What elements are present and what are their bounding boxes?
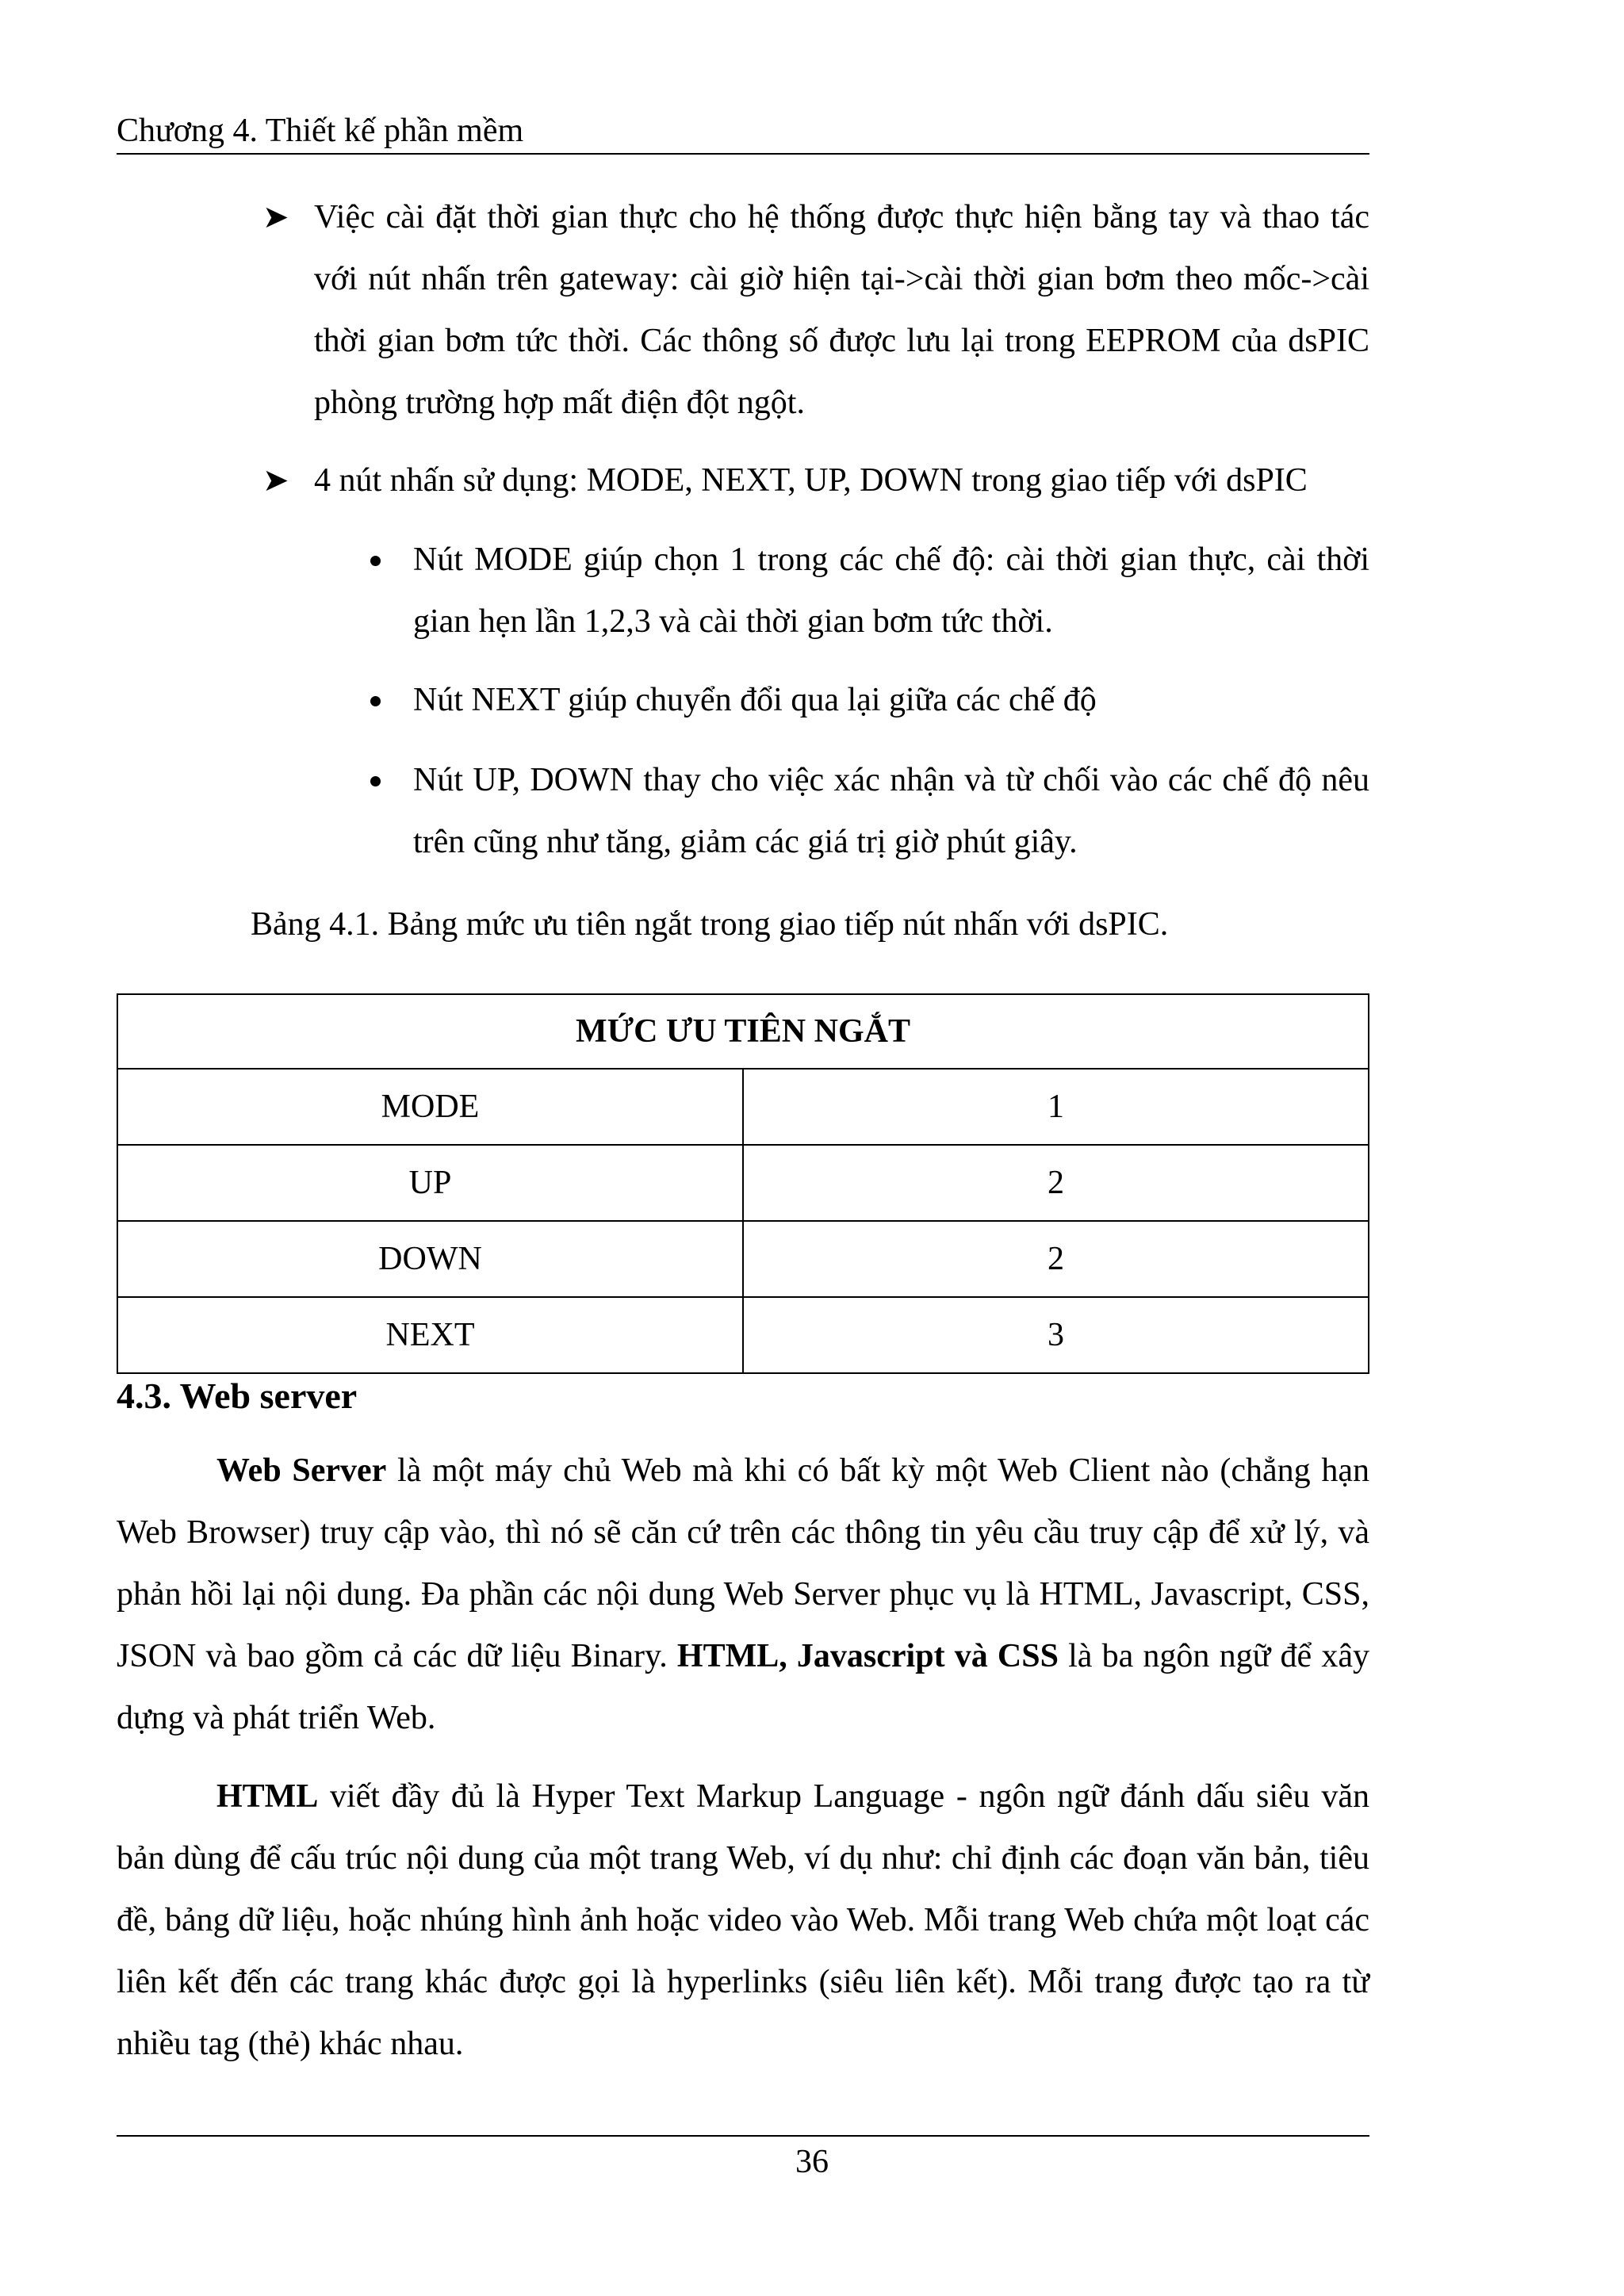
sub-bullet-text-3: Nút UP, DOWN thay cho việc xác nhận và từ chối vào các chế độ nêu trên cũng như tăng, giảm các giá trị giờ phút giây.: [413, 762, 1369, 860]
priority-table: [117, 993, 1369, 1374]
dot-bullet-icon: [370, 556, 381, 566]
table-row: [117, 1069, 1369, 1145]
section-heading: 4.3. Web server: [117, 1376, 358, 1416]
button-name-cell: DOWN: [117, 1221, 743, 1297]
paragraph-text: là ba ngôn ngữ để xây dựng và phát triển Web.: [117, 1638, 1369, 1736]
priority-level-cell: 1: [743, 1069, 1369, 1145]
header-divider: [117, 153, 1369, 155]
priority-level-cell: 2: [743, 1221, 1369, 1297]
table-caption: Bảng 4.1. Bảng mức ưu tiên ngắt trong giao tiếp nút nhấn với dsPIC.: [251, 906, 1169, 943]
arrow-bullet-icon: ➤: [262, 462, 289, 498]
bold-term-web-server: Web Server: [216, 1452, 387, 1489]
dot-bullet-icon: [370, 696, 381, 706]
button-name-cell: NEXT: [117, 1297, 743, 1373]
chapter-header: Chương 4. Thiết kế phần mềm: [117, 113, 524, 149]
table-row: [117, 1221, 1369, 1297]
paragraph-web-server: [117, 1440, 1369, 1749]
bullet-text-2: 4 nút nhấn sử dụng: MODE, NEXT, UP, DOWN trong giao tiếp với dsPIC: [314, 462, 1308, 499]
paragraph-text: là một máy chủ Web mà khi có bất kỳ một Web Client nào (chẳng hạn Web Browser) truy cập vào, thì nó sẽ căn cứ trên các thông tin yêu cầu truy cập để xử lý, và phản hồi lại nội dung. Đa phần các nội dung Web Server phục vụ là HTML, Javascript, CSS, JSON và bao gồm cả các dữ liệu Binary.: [117, 1452, 1369, 1674]
dot-bullet-icon: [370, 776, 381, 786]
table-row: [117, 1145, 1369, 1221]
table-row: [117, 1297, 1369, 1373]
priority-level-cell: 3: [743, 1297, 1369, 1373]
paragraph-html: [117, 1766, 1369, 2075]
button-name-cell: UP: [117, 1145, 743, 1221]
arrow-bullet-icon: ➤: [262, 199, 289, 235]
bullet-text-1: Việc cài đặt thời gian thực cho hệ thống được thực hiện bằng tay và thao tác với nút nhấn trên gateway: cài giờ hiện tại->cài thời gian bơm theo mốc->cài thời gian bơm tức thời. Các thông số được lưu lại trong EEPROM của dsPIC phòng trường hợp mất điện đột ngột.: [314, 199, 1369, 421]
page-number: 36: [795, 2144, 829, 2180]
sub-bullet-text-1: Nút MODE giúp chọn 1 trong các chế độ: cài thời gian thực, cài thời gian hẹn lần 1,2,3 và cài thời gian bơm tức thời.: [413, 541, 1369, 640]
sub-bullet-text-2: Nút NEXT giúp chuyển đổi qua lại giữa các chế độ: [413, 682, 1097, 718]
button-name-cell: MODE: [117, 1069, 743, 1145]
paragraph-text: viết đầy đủ là Hyper Text Markup Language - ngôn ngữ đánh dấu siêu văn bản dùng để cấu trúc nội dung của một trang Web, ví dụ như: chỉ định các đoạn văn bản, tiêu đề, bảng dữ liệu, hoặc nhúng hình ảnh hoặc video vào Web. Mỗi trang Web chứa một loạt các liên kết đến các trang khác được gọi là hyperlinks (siêu liên kết). Mỗi trang được tạo ra từ nhiều tag (thẻ) khác nhau.: [117, 1778, 1369, 2062]
table-header-row: [117, 994, 1369, 1069]
table-header-cell: MỨC ƯU TIÊN NGẮT: [117, 994, 1369, 1069]
bold-term-html: HTML: [216, 1778, 319, 1815]
bold-term-languages: HTML, Javascript và CSS: [676, 1638, 1059, 1674]
priority-level-cell: 2: [743, 1145, 1369, 1221]
